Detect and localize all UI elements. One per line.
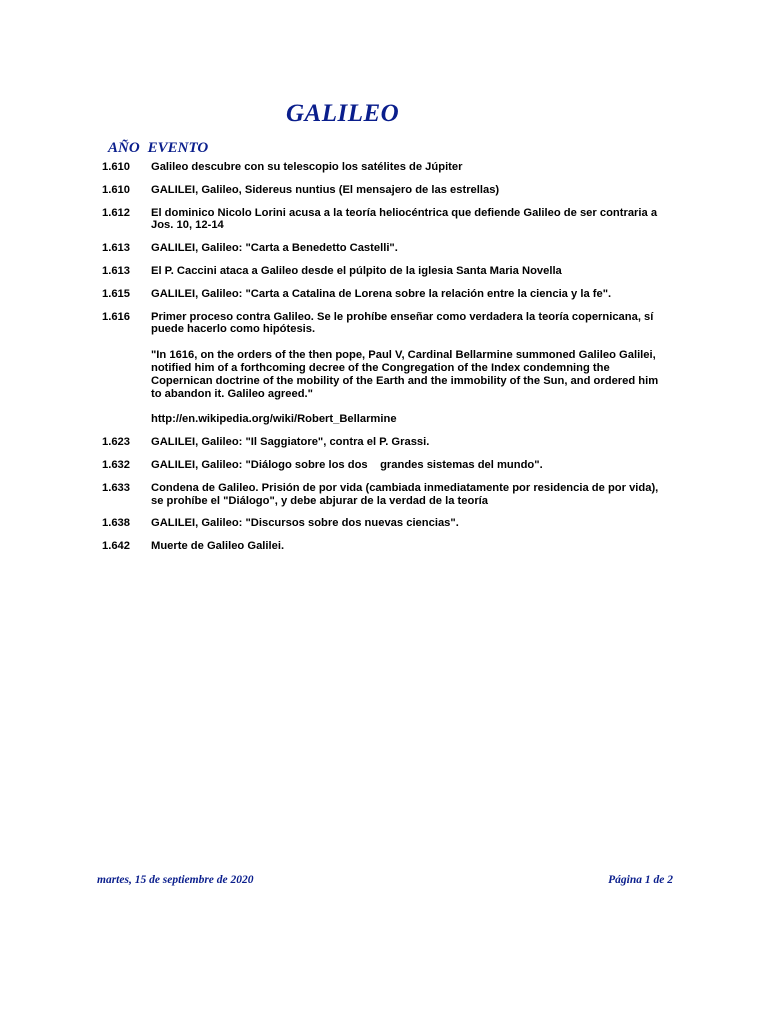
list-item bbox=[102, 436, 662, 449]
year-column-header: AÑO bbox=[108, 140, 140, 156]
list-item bbox=[102, 517, 662, 530]
entry-year: 1.623 bbox=[102, 436, 130, 449]
page-title: GALILEO bbox=[286, 100, 400, 127]
entry-event-text: El P. Caccini ataca a Galileo desde el púlpito de la iglesia Santa Maria Novella bbox=[151, 264, 562, 277]
entry-year: 1.616 bbox=[102, 310, 130, 323]
list-item bbox=[102, 184, 662, 197]
entry-event-text: Muerte de Galileo Galilei. bbox=[151, 540, 285, 553]
entry-event bbox=[151, 459, 662, 472]
entry-year: 1.633 bbox=[102, 481, 130, 494]
entry-event-text: GALILEI, Galileo: "Carta a Catalina de Lorena sobre la relación entre la ciencia y la fe". bbox=[151, 287, 612, 300]
list-item bbox=[102, 288, 662, 301]
entry-event-text: GALILEI, Galileo: "Il Saggiatore", contra el P. Grassi. bbox=[151, 436, 430, 449]
entry-event bbox=[151, 288, 662, 301]
entry-event-text: GALILEI, Galileo: "Diálogo sobre los dos grandes sistemas del mundo". bbox=[151, 458, 543, 471]
entry-event-text: Primer proceso contra Galileo. Se le prohíbe enseñar como verdadera la teoría copernicana, sí puede hacerlo como hipótesis. bbox=[151, 310, 657, 336]
entry-event-text: El dominico Nicolo Lorini acusa a la teoría heliocéntrica que defiende Galileo de ser contraria a Jos. 10, 12-14 bbox=[151, 206, 661, 232]
entry-event bbox=[151, 265, 662, 278]
entry-event bbox=[151, 242, 662, 255]
entry-year: 1.642 bbox=[102, 540, 130, 553]
entry-event bbox=[151, 184, 662, 197]
list-item bbox=[102, 265, 662, 278]
entry-year: 1.613 bbox=[102, 264, 130, 277]
entry-event-text: GALILEI, Galileo: "Carta a Benedetto Castelli". bbox=[151, 242, 398, 255]
entry-event bbox=[151, 207, 662, 233]
event-list bbox=[102, 161, 662, 563]
list-item bbox=[102, 311, 662, 427]
entry-year: 1.638 bbox=[102, 517, 130, 530]
entry-event-text: GALILEI, Galileo, Sidereus nuntius (El mensajero de las estrellas) bbox=[151, 183, 500, 196]
list-item bbox=[102, 540, 662, 553]
entry-event bbox=[151, 161, 662, 174]
entry-year: 1.610 bbox=[102, 183, 130, 196]
entry-year: 1.610 bbox=[102, 161, 130, 173]
entry-event bbox=[151, 311, 662, 427]
entry-event-text: Galileo descubre con su telescopio los satélites de Júpiter bbox=[151, 161, 463, 173]
entry-year: 1.615 bbox=[102, 287, 130, 300]
list-item bbox=[102, 161, 662, 174]
entry-event-text: GALILEI, Galileo: "Discursos sobre dos nuevas ciencias". bbox=[151, 517, 459, 530]
entry-event-text: "In 1616, on the orders of the then pope, Paul V, Cardinal Bellarmine summoned Galileo Galilei, notified him of a forthcoming decree of the Congregation of the Index condemning the Copernican doctrine of the mobility of the Earth and the immobility of the Sun, and ordered him to abandon it. Galileo agreed." bbox=[151, 349, 662, 400]
entry-event bbox=[151, 517, 662, 530]
footer-page-number: Página 1 de 2 bbox=[608, 874, 673, 886]
event-column-header: EVENTO bbox=[147, 140, 209, 156]
entry-event bbox=[151, 540, 662, 553]
entry-event bbox=[151, 482, 662, 508]
entry-event-text: Condena de Galileo. Prisión de por vida (cambiada inmediatamente por residencia de por vida), se prohíbe el "Diálogo", y debe abjurar de la verdad de la teoría bbox=[151, 481, 662, 507]
list-item bbox=[102, 242, 662, 255]
list-item bbox=[102, 459, 662, 472]
entry-event-text: http://en.wikipedia.org/wiki/Robert_Bellarmine bbox=[151, 413, 397, 426]
entry-year: 1.612 bbox=[102, 206, 130, 219]
footer-date: martes, 15 de septiembre de 2020 bbox=[97, 874, 254, 886]
entry-event bbox=[151, 436, 662, 449]
entry-year: 1.632 bbox=[102, 458, 130, 471]
entry-year: 1.613 bbox=[102, 242, 130, 255]
column-header bbox=[108, 140, 216, 157]
list-item bbox=[102, 207, 662, 233]
list-item bbox=[102, 482, 662, 508]
